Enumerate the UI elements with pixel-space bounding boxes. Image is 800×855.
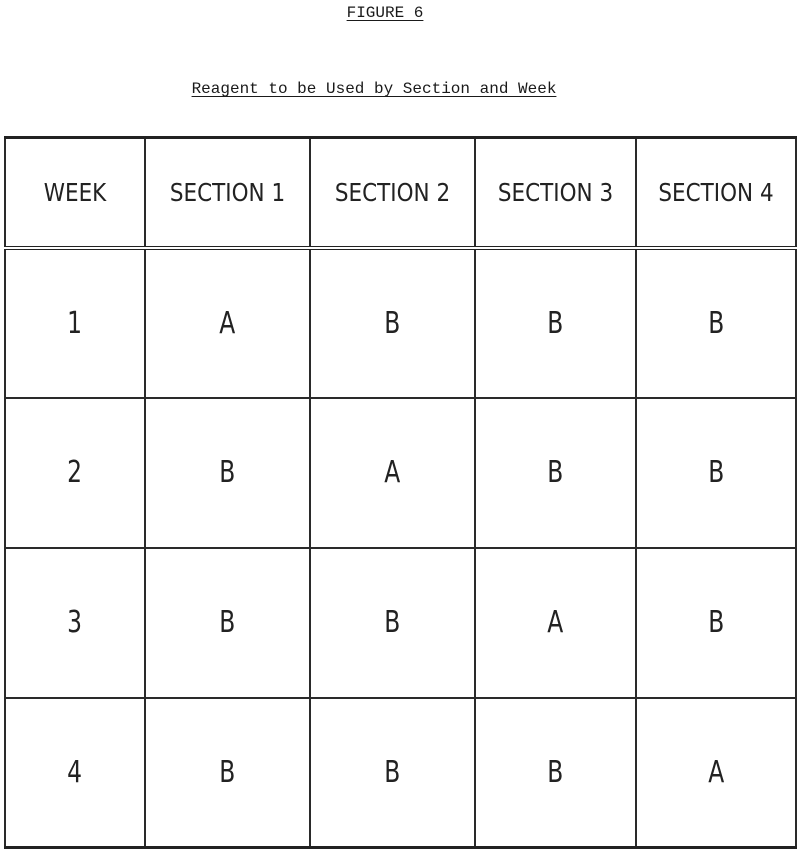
reagent-cell: A bbox=[310, 398, 475, 548]
header-section-3: SECTION 3 bbox=[486, 138, 624, 248]
reagent-cell: B bbox=[145, 548, 310, 698]
reagent-cell: B bbox=[310, 248, 475, 398]
reagent-cell: B bbox=[145, 398, 310, 548]
figure-label-text: FIGURE 6 bbox=[346, 4, 424, 22]
reagent-schedule-table bbox=[4, 136, 797, 849]
reagent-cell: A bbox=[636, 698, 796, 848]
table-row bbox=[5, 698, 796, 848]
figure-label bbox=[0, 4, 770, 22]
reagent-cell: B bbox=[636, 248, 796, 398]
week-cell: 4 bbox=[5, 698, 145, 848]
reagent-cell: B bbox=[636, 398, 796, 548]
reagent-cell: B bbox=[475, 398, 636, 548]
week-cell: 2 bbox=[5, 398, 145, 548]
header-section-1: SECTION 1 bbox=[157, 138, 299, 248]
header-section-4: SECTION 4 bbox=[647, 138, 785, 248]
reagent-cell: B bbox=[636, 548, 796, 698]
header-week: WEEK bbox=[15, 138, 135, 248]
table-row bbox=[5, 248, 796, 398]
header-section-2: SECTION 2 bbox=[322, 138, 464, 248]
reagent-cell: A bbox=[145, 248, 310, 398]
reagent-cell: B bbox=[475, 248, 636, 398]
table-row bbox=[5, 548, 796, 698]
reagent-cell: B bbox=[475, 698, 636, 848]
table-header-row bbox=[5, 138, 796, 248]
week-cell: 1 bbox=[5, 248, 145, 398]
table-title bbox=[0, 80, 748, 98]
reagent-cell: B bbox=[145, 698, 310, 848]
table-row bbox=[5, 398, 796, 548]
reagent-cell: B bbox=[310, 548, 475, 698]
reagent-cell: A bbox=[475, 548, 636, 698]
table-title-text: Reagent to be Used by Section and Week bbox=[191, 80, 557, 98]
week-cell: 3 bbox=[5, 548, 145, 698]
reagent-cell: B bbox=[310, 698, 475, 848]
